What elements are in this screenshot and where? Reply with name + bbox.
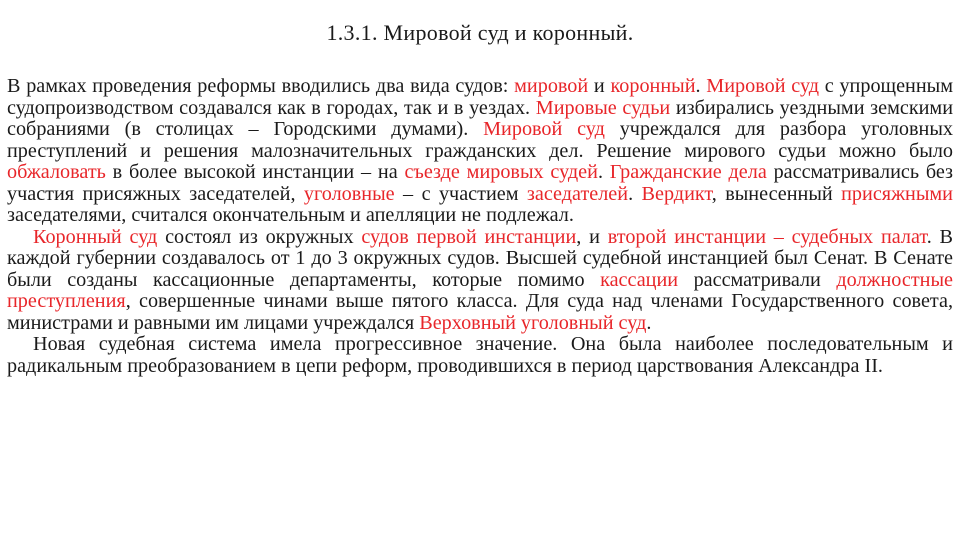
- text-segment: . В каждой губернии создавалось от 1 до 3 окружных судов. Высшей судебной инстанцией был Сенат. В Сенате были созданы кассационные департаменты, которые помимо: [7, 225, 954, 291]
- paragraph-3: [7, 334, 953, 377]
- text-segment: в более высокой инстанции – на: [105, 161, 405, 183]
- text-segment: , вынесенный: [711, 182, 842, 205]
- highlighted-term: присяжными: [841, 182, 953, 205]
- highlighted-term: мировой: [514, 75, 589, 97]
- text-segment: Новая судебная система имела прогрессивное значение. Она была наиболее последовательным и радикальным преобразованием в цепи реформ, проводившихся в период царствования Александра II.: [7, 333, 953, 377]
- highlighted-term: заседателей: [526, 182, 629, 205]
- highlighted-term: Гражданские дела: [609, 161, 767, 183]
- highlighted-term: Мировой суд: [483, 118, 605, 140]
- text-segment: .: [628, 182, 642, 205]
- highlighted-term: обжаловать: [7, 161, 106, 183]
- highlighted-term: судов первой инстанции: [361, 225, 577, 248]
- text-segment: , и: [576, 225, 608, 248]
- body-text: [7, 76, 953, 377]
- text-segment: рассматривались без участия присяжных заседателей,: [7, 161, 954, 205]
- text-segment: .: [597, 161, 610, 183]
- text-segment: учреждался для разбора уголовных преступлений и решения малозначительных гражданских дел. Решение мирового судьи можно было: [7, 118, 953, 162]
- text-segment: рассматривали: [678, 268, 837, 291]
- highlighted-term: должностные преступления: [7, 268, 953, 312]
- text-segment: , совершенные чинами выше пятого класса. Для суда над членами Государственного совета, министрами и равными им лицами учреждался: [7, 290, 953, 334]
- text-segment: избирались уездными земскими собраниями (в столицах – Городскими думами).: [7, 96, 954, 140]
- highlighted-term: Верховный уголовный суд: [419, 311, 647, 334]
- text-segment: .: [695, 75, 707, 97]
- text-segment: и: [588, 75, 611, 97]
- text-segment: состоял из окружных: [157, 225, 362, 248]
- paragraph-1: [7, 76, 953, 227]
- highlighted-term: второй инстанции – судебных палат: [607, 225, 927, 248]
- highlighted-term: кассации: [600, 268, 679, 291]
- highlighted-term: Мировой суд: [706, 75, 820, 97]
- highlighted-term: коронный: [610, 75, 696, 97]
- text-segment: .: [646, 311, 652, 334]
- highlighted-term: Коронный суд: [33, 225, 158, 248]
- text-segment: В рамках проведения реформы вводились два вида судов:: [7, 75, 515, 97]
- slide-title: 1.3.1. Мировой суд и коронный.: [326, 20, 634, 45]
- text-segment: с упрощенным судопроизводством создавался как в городах, так и в уездах.: [7, 75, 953, 119]
- paragraph-2: [7, 227, 953, 335]
- highlighted-term: Вердикт: [641, 182, 712, 205]
- text-segment: заседателями, считался окончательным и апелляции не подлежал.: [7, 204, 574, 226]
- highlighted-term: уголовные: [303, 182, 395, 205]
- highlighted-term: Мировые судьи: [535, 96, 671, 119]
- text-segment: – с участием: [394, 182, 527, 205]
- highlighted-term: съезде мировых судей: [404, 161, 598, 183]
